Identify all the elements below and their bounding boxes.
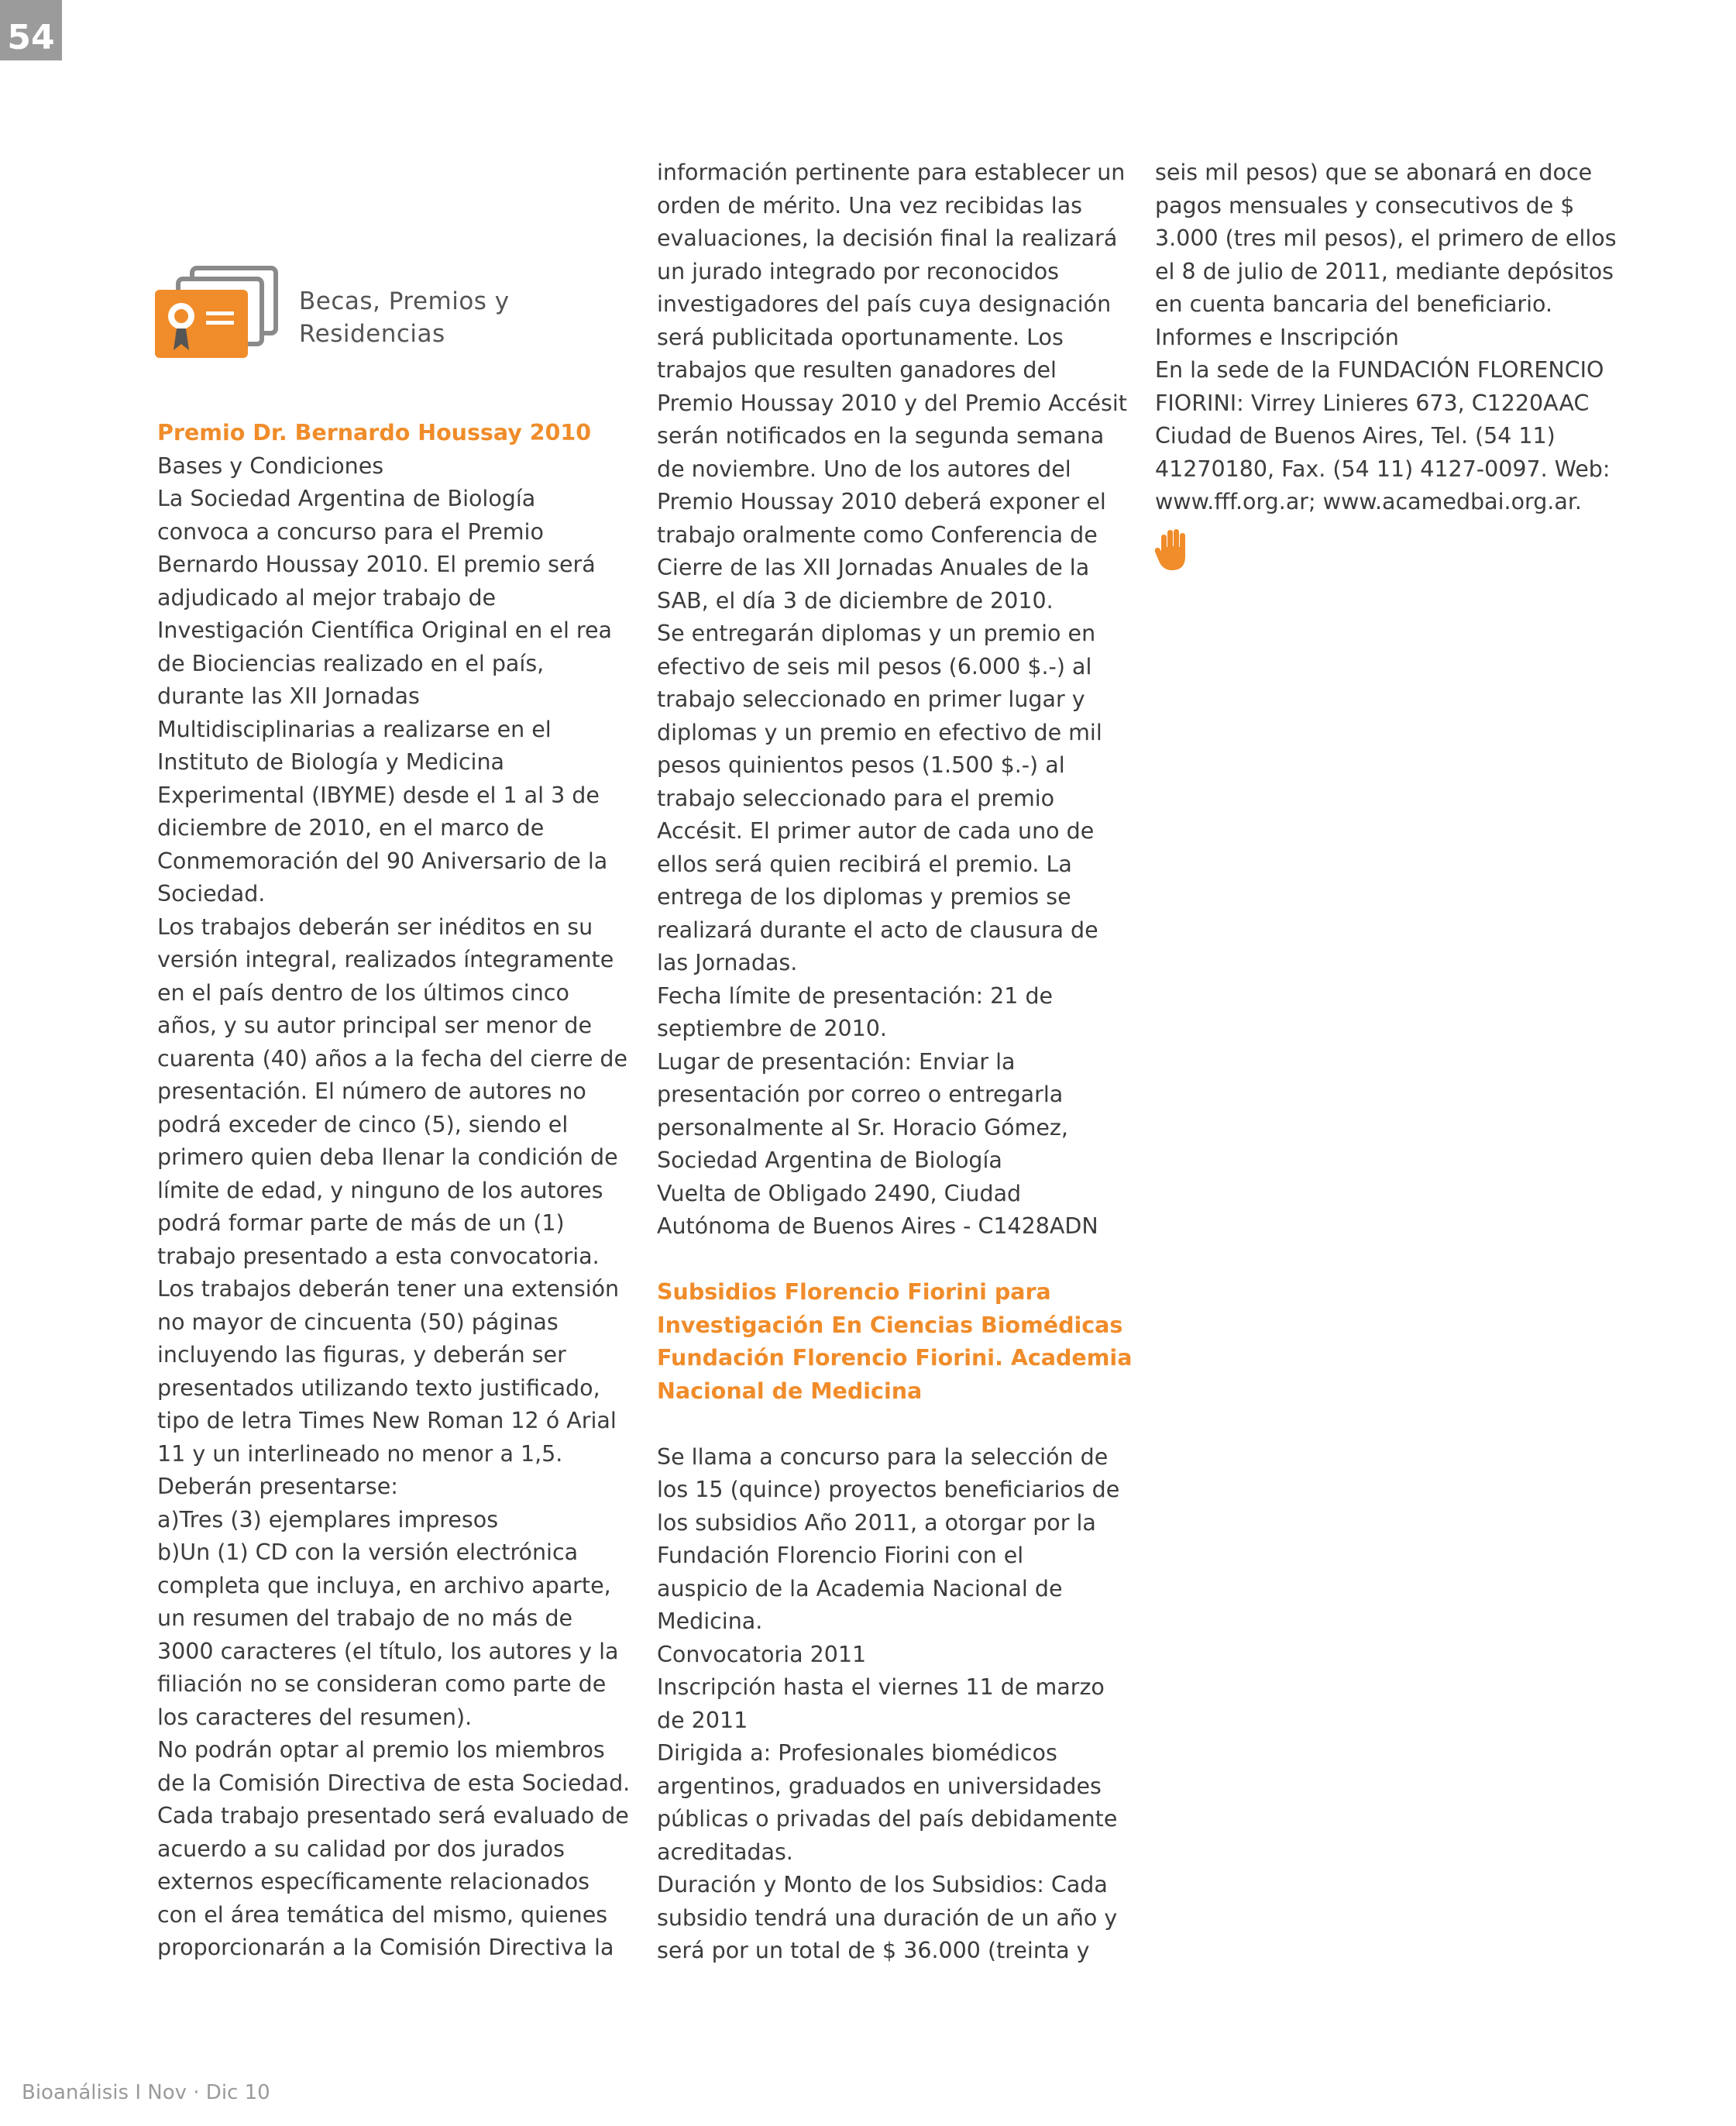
section-title-line2: Residencias — [299, 320, 445, 348]
body-text-line: realizará durante el acto de clausura de — [657, 917, 1098, 943]
body-text-line: no mayor de cincuenta (50) páginas — [157, 1309, 559, 1335]
body-text-line: los caracteres del resumen). — [157, 1704, 473, 1730]
body-text-line: Los trabajos deberán tener una extensión — [157, 1276, 620, 1302]
body-text-line: Ciudad de Buenos Aires, Tel. (54 11) — [1155, 423, 1556, 449]
body-text-line: Investigación Científica Original en el rea — [157, 618, 613, 643]
body-text-line: FIORINI: Virrey Linieres 673, C1220AAC — [1155, 390, 1590, 416]
body-text-line: Fecha límite de presentación: 21 de — [657, 982, 1054, 1009]
body-text-line: www.fff.org.ar; www.acamedbai.org.ar. — [1155, 489, 1582, 514]
body-text-line: el 8 de julio de 2011, mediante depósitos — [1155, 258, 1614, 284]
body-text-line: trabajo presentado a esta convocatoria. — [157, 1243, 600, 1269]
body-text-line: Se llama a concurso para la selección de — [657, 1443, 1109, 1470]
body-text-line: tipo de letra Times New Roman 12 ó Arial — [157, 1408, 617, 1433]
body-text-line: trabajo oralmente como Conferencia de — [657, 521, 1098, 548]
body-text-line: Cada trabajo presentado será evaluado de — [157, 1803, 629, 1828]
article-heading-line: Fundación Florencio Fiorini. Academia — [657, 1345, 1133, 1371]
article-heading-line: Premio Dr. Bernardo Houssay 2010 — [157, 420, 592, 445]
article-heading-line: Investigación En Ciencias Biomédicas — [657, 1312, 1123, 1338]
body-text-line: trabajo seleccionado en primer lugar y — [657, 686, 1085, 712]
body-text-line: efectivo de seis mil pesos (6.000 $.-) al — [657, 653, 1092, 679]
section-title — [299, 285, 578, 350]
body-text-line: durante las XII Jornadas — [157, 683, 420, 709]
body-text-line: diciembre de 2010, en el marco de — [157, 815, 545, 841]
body-text-line: Lugar de presentación: Enviar la — [657, 1048, 1016, 1075]
body-text-line: convoca a concurso para el Premio — [157, 518, 544, 545]
body-text-line: Se entregarán diplomas y un premio en — [657, 621, 1096, 646]
column-2 — [657, 157, 1133, 1968]
body-text-line: de noviembre. Uno de los autores del — [657, 456, 1071, 482]
body-text-line: un resumen del trabajo de no más de — [157, 1605, 573, 1631]
hand-icon — [1155, 528, 1189, 572]
body-text-line: Sociedad Argentina de Biología — [657, 1147, 1002, 1173]
page-number: 54 — [0, 0, 62, 60]
body-text-line: de la Comisión Directiva de esta Sociedad. — [157, 1770, 631, 1796]
body-text-line: Instituto de Biología y Medicina — [157, 749, 504, 775]
body-text-line: 41270180, Fax. (54 11) 4127-0097. Web: — [1155, 456, 1611, 482]
body-text-line: adjudicado al mejor trabajo de — [157, 584, 497, 611]
body-text-line: pagos mensuales y consecutivos de $ — [1155, 192, 1575, 218]
body-text-line: auspicio de la Academia Nacional de — [657, 1575, 1063, 1601]
section-header — [155, 263, 589, 372]
article-heading-line: Nacional de Medicina — [657, 1378, 923, 1404]
body-text-line: trabajos que resulten ganadores del — [657, 357, 1057, 383]
body-text-line: primero quien deba llenar la condición de — [157, 1144, 618, 1170]
body-text-line: Dirigida a: Profesionales biomédicos — [657, 1740, 1057, 1766]
blank-line — [657, 1244, 1091, 1277]
body-text-line: presentación. El número de autores no — [157, 1078, 586, 1104]
certificate-icon — [155, 263, 279, 367]
footer: Bioanálisis I Nov · Dic 10 — [22, 2081, 270, 2104]
body-text-line: Sociedad. — [157, 881, 266, 906]
body-text-line: acuerdo a su calidad por dos jurados — [157, 1835, 565, 1862]
body-text-line: Los trabajos deberán ser inéditos en su — [157, 913, 593, 940]
body-text-line: cuarenta (40) años a la fecha del cierre de — [157, 1045, 628, 1072]
body-text-line: argentinos, graduados en universidades — [657, 1773, 1102, 1799]
body-text-line: años, y su autor principal ser menor de — [157, 1013, 593, 1038]
body-text-line: subsidio tendrá una duración de un año y — [657, 1904, 1118, 1931]
column-1 — [157, 417, 631, 1965]
body-text-line: investigadores del país cuya designación — [657, 291, 1112, 317]
body-text-line: de Biociencias realizado en el país, — [157, 650, 545, 676]
body-text-line: proporcionarán a la Comisión Directiva la — [157, 1935, 614, 1960]
body-text-line: Medicina. — [657, 1608, 763, 1634]
body-text-line: diplomas y un premio en efectivo de mil — [657, 719, 1102, 745]
body-text-line: pesos quinientos pesos (1.500 $.-) al — [657, 752, 1065, 778]
body-text-line: trabajo seleccionado para el premio — [657, 785, 1055, 811]
body-text-line: en el país dentro de los últimos cinco — [157, 979, 569, 1006]
body-text-line: 3000 caracteres (el título, los autores y la — [157, 1638, 619, 1664]
body-text-line: versión integral, realizados íntegramente — [157, 947, 614, 972]
body-text-line: Premio Houssay 2010 deberá exponer el — [657, 489, 1106, 514]
body-text-line: seis mil pesos) que se abonará en doce — [1155, 160, 1593, 185]
article-heading-line: Subsidios Florencio Fiorini para — [657, 1279, 1051, 1305]
body-text-line: ellos será quien recibirá el premio. La — [657, 851, 1072, 877]
body-text-line: Experimental (IBYME) desde el 1 al 3 de — [157, 782, 600, 808]
body-text-line: públicas o privadas del país debidamente — [657, 1806, 1118, 1832]
body-text-line: b)Un (1) CD con la versión electrónica — [157, 1539, 579, 1565]
body-text-line: En la sede de la FUNDACIÓN FLORENCIO — [1155, 357, 1604, 383]
body-text-line: No podrán optar al premio los miembros — [157, 1737, 605, 1763]
body-text-line: a)Tres (3) ejemplares impresos — [157, 1506, 499, 1533]
body-text-line: completa que incluya, en archivo aparte, — [157, 1572, 611, 1598]
body-text-line: acreditadas. — [657, 1839, 793, 1865]
body-text-line: podrá formar parte de más de un (1) — [157, 1210, 565, 1236]
body-text-line: Autónoma de Buenos Aires - C1428ADN — [657, 1213, 1098, 1239]
body-text-line: 3.000 (tres mil pesos), el primero de ellos — [1155, 225, 1617, 251]
body-text-line: Premio Houssay 2010 y del Premio Accésit — [657, 390, 1127, 416]
body-text-line: Duración y Monto de los Subsidios: Cada — [657, 1872, 1108, 1897]
body-text-line: Fundación Florencio Fiorini con el — [657, 1543, 1024, 1568]
body-text-line: evaluaciones, la decisión final la realizará — [657, 225, 1118, 251]
body-text-line: personalmente al Sr. Horacio Gómez, — [657, 1114, 1068, 1140]
body-text-line: filiación no se consideran como parte de — [157, 1671, 607, 1697]
body-text-line: Inscripción hasta el viernes 11 de marzo — [657, 1674, 1105, 1700]
body-text-line: un jurado integrado por reconocidos — [657, 258, 1059, 284]
body-text-line: Vuelta de Obligado 2490, Ciudad — [657, 1180, 1022, 1206]
body-text-line: Deberán presentarse: — [157, 1474, 398, 1499]
body-text-line: presentación por correo o entregarla — [657, 1082, 1064, 1107]
body-text-line: límite de edad, y ninguno de los autores — [157, 1177, 603, 1203]
body-text-line: los 15 (quince) proyectos beneficiarios de — [657, 1477, 1120, 1502]
body-text-line: información pertinente para establecer un — [657, 160, 1126, 185]
body-text-line: incluyendo las figuras, y deberán ser — [157, 1342, 566, 1367]
body-text-line: Conmemoración del 90 Aniversario de la — [157, 848, 608, 874]
body-text-line: 11 y un interlineado no menor a 1,5. — [157, 1440, 563, 1467]
body-text-line: Cierre de las XII Jornadas Anuales de la — [657, 555, 1090, 580]
body-text-line: será publicitada oportunamente. Los — [657, 324, 1064, 350]
body-text-line: septiembre de 2010. — [657, 1016, 887, 1041]
body-text-line: podrá exceder de cinco (5), siendo el — [157, 1111, 569, 1137]
body-text-line: los subsidios Año 2011, a otorgar por la — [657, 1509, 1096, 1536]
body-text-line: Bases y Condiciones — [157, 452, 384, 479]
body-text-line: en cuenta bancaria del beneficiario. — [1155, 291, 1553, 317]
body-text-line: serán notificados en la segunda semana — [657, 423, 1105, 449]
body-text-line: Bernardo Houssay 2010. El premio será — [157, 552, 596, 577]
body-text-line: de 2011 — [657, 1707, 748, 1733]
body-text-line: Multidisciplinarias a realizarse en el — [157, 716, 552, 742]
body-text-line: externos específicamente relacionados — [157, 1869, 590, 1894]
body-text-line: presentados utilizando texto justificado, — [157, 1374, 600, 1401]
body-text-line: con el área temática del mismo, quienes — [157, 1901, 608, 1928]
body-text-line: entrega de los diplomas y premios se — [657, 884, 1071, 910]
body-text-line: Convocatoria 2011 — [657, 1641, 867, 1667]
body-text-line: orden de mérito. Una vez recibidas las — [657, 192, 1083, 218]
section-title-line1: Becas, Premios y — [299, 287, 510, 315]
body-text-line: La Sociedad Argentina de Biología — [157, 486, 536, 511]
body-text-line: las Jornadas. — [657, 950, 798, 975]
body-text-line: Informes e Inscripción — [1155, 324, 1399, 350]
body-text-line: SAB, el día 3 de diciembre de 2010. — [657, 587, 1054, 614]
blank-line — [657, 1408, 1091, 1441]
column-3 — [1155, 157, 1617, 572]
body-text-line: será por un total de $ 36.000 (treinta y — [657, 1938, 1090, 1963]
body-text-line: Accésit. El primer autor de cada uno de — [657, 818, 1095, 844]
